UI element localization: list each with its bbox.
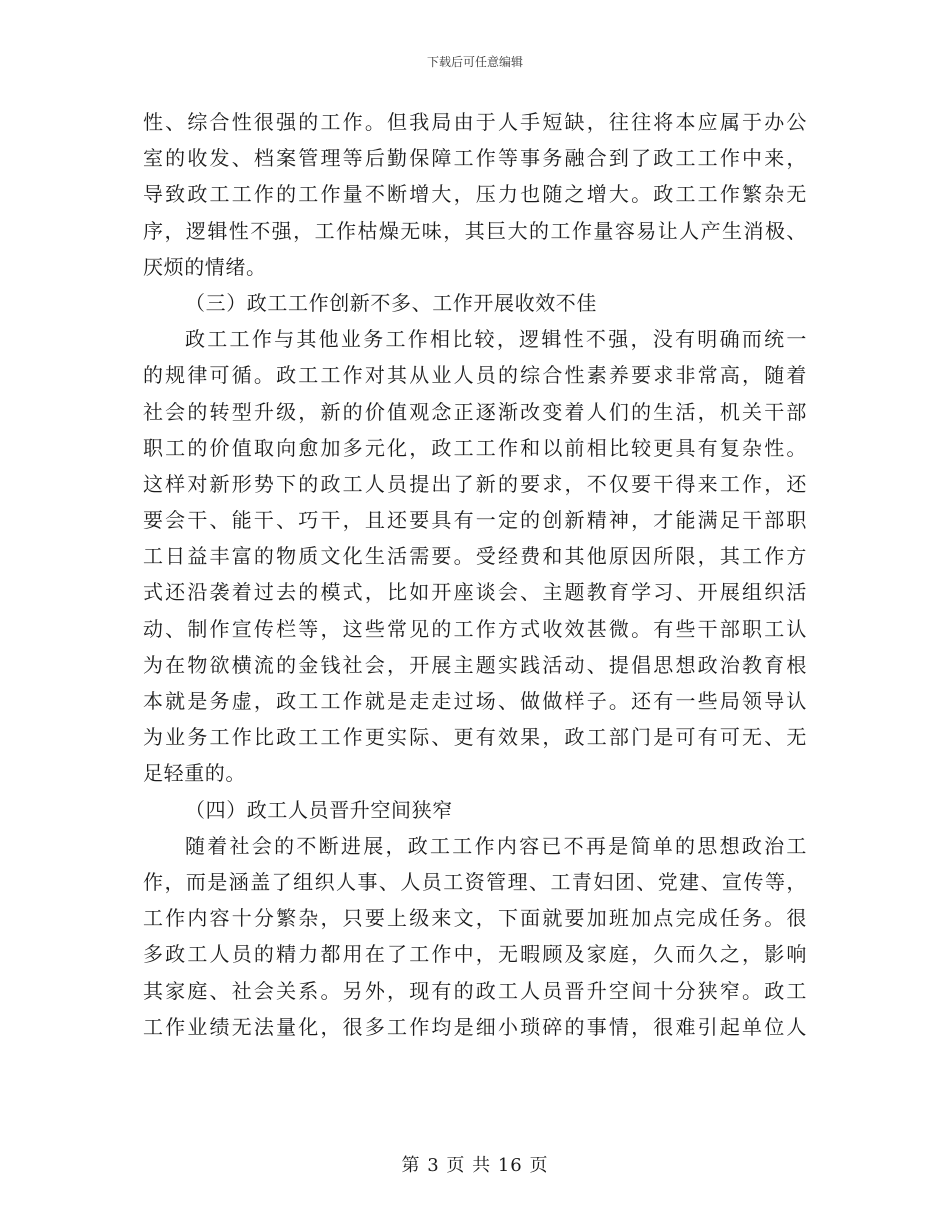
body-text-line: 要会干、能干、巧干，且还要具有一定的创新精神，才能满足干部职 (143, 508, 807, 533)
body-text-line: 这样对新形势下的政工人员提出了新的要求，不仅要干得来工作，还 (143, 471, 807, 496)
body-text-line: 式还沿袭着过去的模式，比如开座谈会、主题教育学习、开展组织活 (143, 580, 807, 605)
section-heading: （三）政工工作创新不多、工作开展收效不佳 (185, 290, 597, 315)
body-text-line: 足轻重的。 (143, 761, 246, 786)
body-text-line: 为在物欲横流的金钱社会，开展主题实践活动、提倡思想政治教育根 (143, 652, 807, 677)
body-text-line: 动、制作宣传栏等，这些常见的工作方式收效甚微。有些干部职工认 (143, 616, 807, 641)
body-text-line: 序，逻辑性不强，工作枯燥无味，其巨大的工作量容易让人产生消极、 (143, 218, 807, 243)
body-text-line: 政工工作与其他业务工作相比较，逻辑性不强，没有明确而统一 (185, 327, 807, 352)
body-text-line: 工作内容十分繁杂，只要上级来文，下面就要加班加点完成任务。很 (143, 906, 807, 931)
document-body (143, 104, 807, 1045)
body-text-line: 本就是务虚，政工工作就是走走过场、做做样子。还有一些局领导认 (143, 689, 807, 713)
body-text-line: 随着社会的不断进展，政工工作内容已不再是简单的思想政治工 (185, 833, 807, 858)
body-text-line: 社会的转型升级，新的价值观念正逐渐改变着人们的生活，机关干部 (143, 399, 807, 424)
section-heading: （四）政工人员晋升空间狭窄 (185, 797, 453, 822)
body-text-line: 其家庭、社会关系。另外，现有的政工人员晋升空间十分狭窄。政工 (143, 978, 807, 1003)
body-text-line: 室的收发、档案管理等后勤保障工作等事务融合到了政工工作中来， (143, 146, 807, 171)
page-header-note: 下载后可任意编辑 (426, 55, 523, 69)
body-text-line: 工日益丰富的物质文化生活需要。受经费和其他原因所限，其工作方 (143, 544, 807, 569)
body-text-line: 厌烦的情绪。 (143, 254, 267, 279)
body-text-line: 导致政工工作的工作量不断增大，压力也随之增大。政工工作繁杂无 (143, 182, 807, 207)
body-text-line: 职工的价值取向愈加多元化，政工工作和以前相比较更具有复杂性。 (143, 435, 807, 460)
page-number-footer: 第 3 页 共 16 页 (401, 1155, 549, 1176)
body-text-line: 作，而是涵盖了组织人事、人员工资管理、工青妇团、党建、宣传等， (143, 869, 807, 894)
body-text-line: 性、综合性很强的工作。但我局由于人手短缺，往往将本应属于办公 (143, 110, 807, 134)
body-text-line: 的规律可循。政工工作对其从业人员的综合性素养要求非常高，随着 (143, 363, 807, 388)
body-text-line: 工作业绩无法量化，很多工作均是细小琐碎的事情，很难引起单位人 (143, 1014, 807, 1039)
body-text-line: 多政工人员的精力都用在了工作中，无暇顾及家庭，久而久之，影响 (143, 942, 807, 967)
body-text-line: 为业务工作比政工工作更实际、更有效果，政工部门是可有可无、无 (143, 725, 807, 750)
